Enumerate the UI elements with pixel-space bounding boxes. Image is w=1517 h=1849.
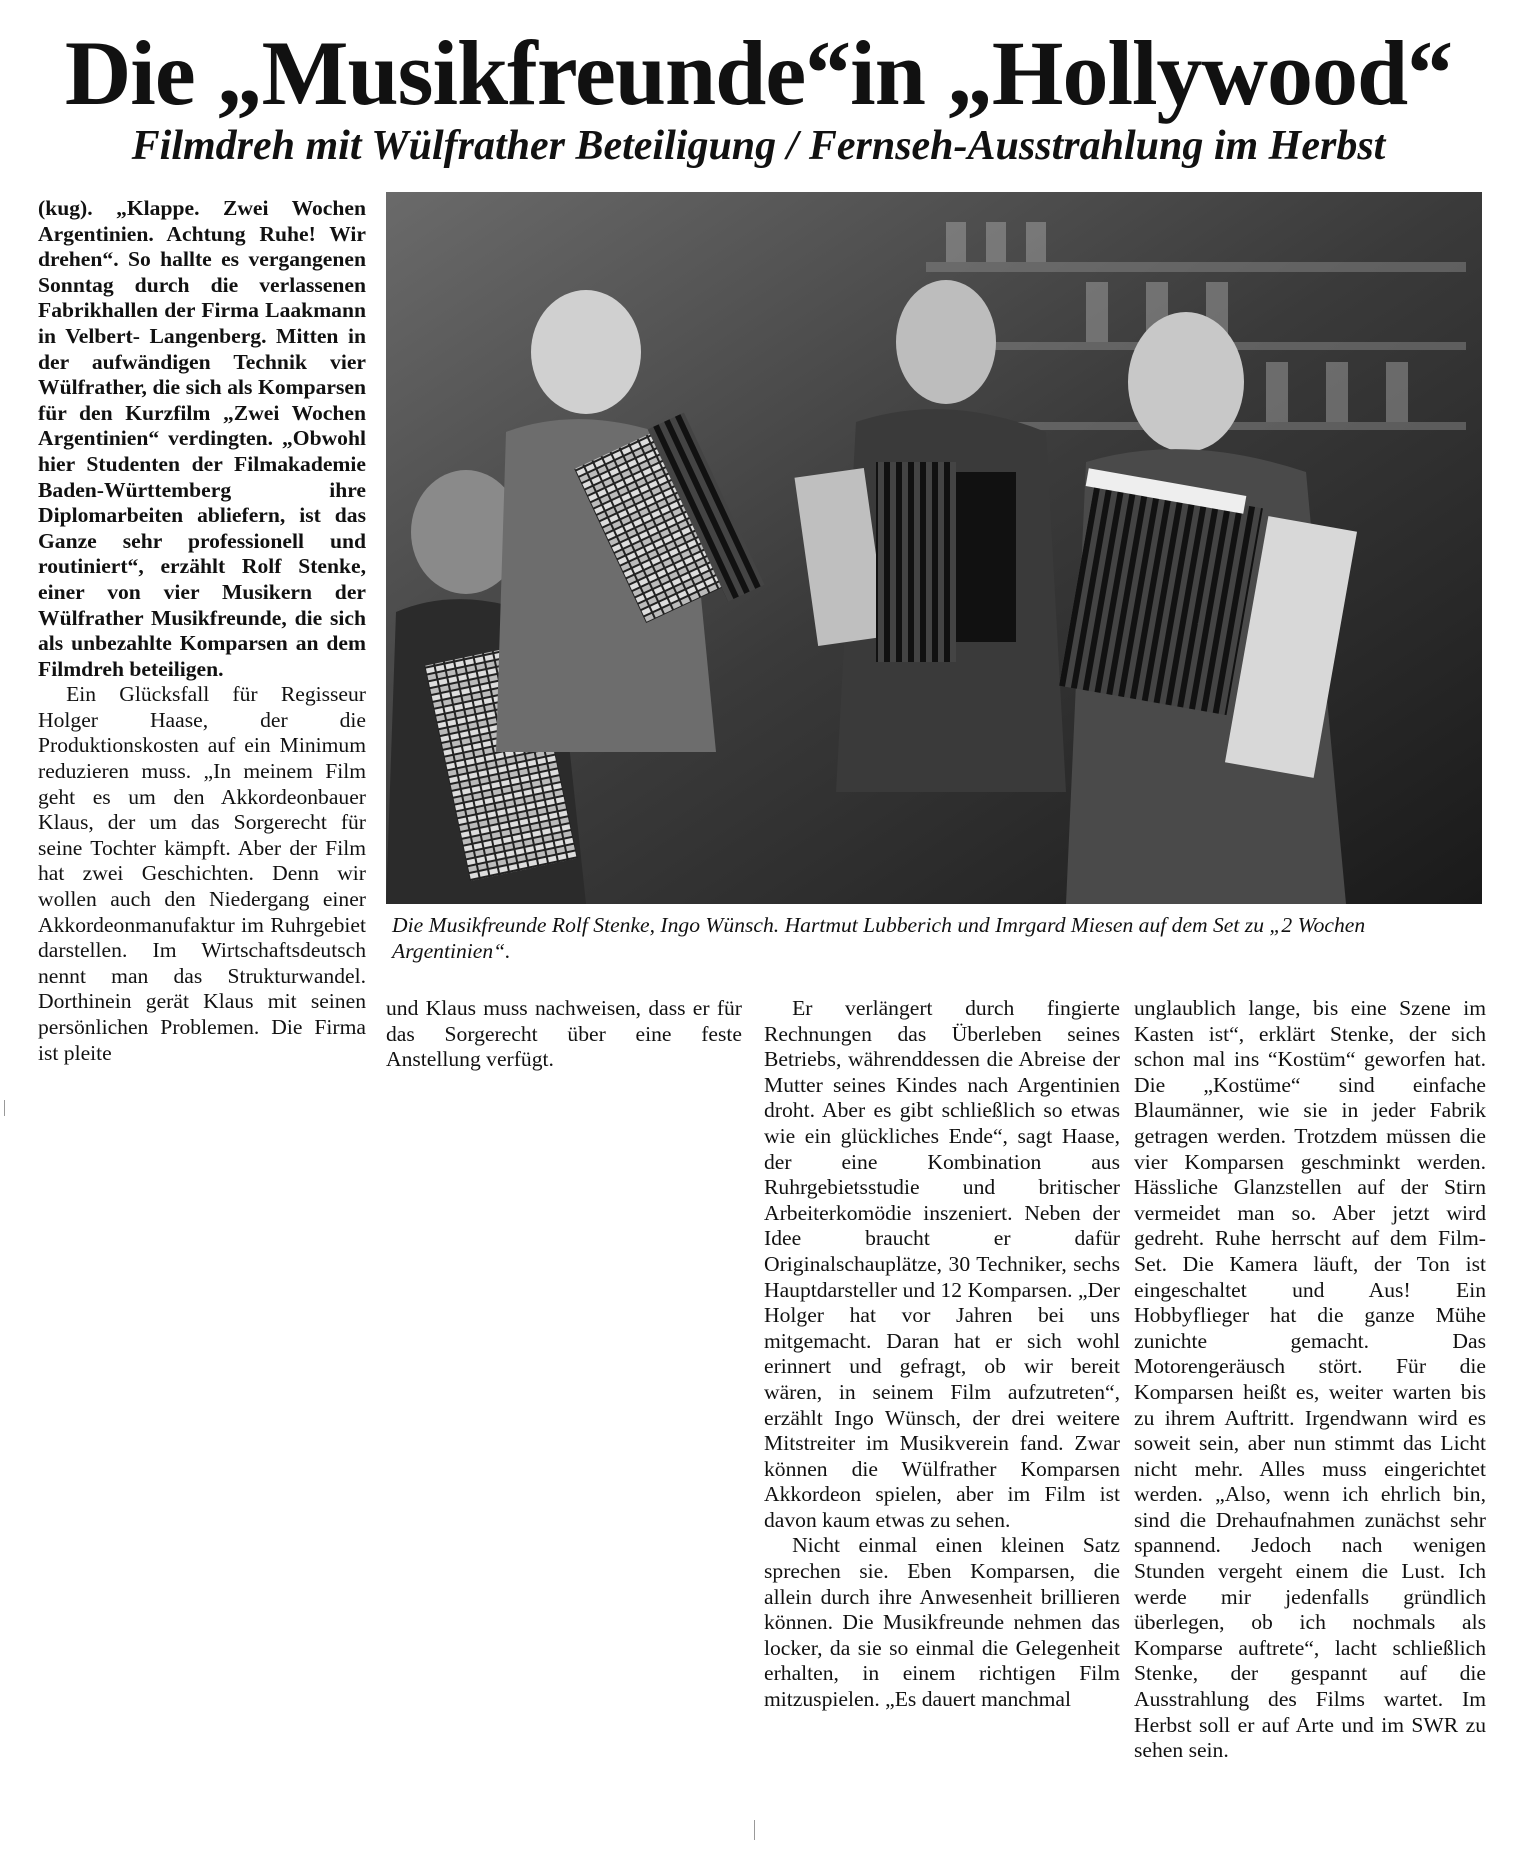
- body-paragraph: Er verlängert durch fingierte Rechnungen das Überleben seines Betriebs, währenddessen die Abreise der Mutter seines Kindes nach Argentinien droht. Aber es gibt schließlich so etwas wie ein glückliches Ende“, sagt Haase, der eine Kombination aus Ruhrgebietsstudie und britischer Arbeiterkomödie inszeniert. Neben der Idee braucht er dafür Originalschauplätze, 30 Techniker, sechs Hauptdarsteller und 12 Komparsen. „Der Holger hat vor Jahren bei uns mitgemacht. Daran hat er sich wohl erinnert und gefragt, ob wir bereit wären, in seinem Film aufzutreten“, erzählt Ingo Wünsch, der drei weitere Mitstreiter im Musikverein fand. Zwar können die Wülfrather Komparsen Akkordeon spielen, aber im Film ist davon kaum etwas zu sehen.: [764, 996, 1120, 1532]
- subheadline: Filmdreh mit Wülfrather Beteiligung / Fernseh-Ausstrahlung im Herbst: [131, 123, 1386, 169]
- article-column-1: [38, 196, 366, 1066]
- accordion-players-image: [386, 192, 1482, 904]
- column-divider: [754, 1820, 755, 1840]
- body-paragraph: unglaublich lange, bis eine Szene im Kasten ist“, erklärt Stenke, der sich schon mal ins “Kostüm“ geworfen hat. Die „Kostüme“ sind einfache Blaumänner, wie sie in jeder Fabrik getragen werden. Trotzdem müssen die vier Komparsen geschminkt werden. Hässliche Glanzstellen auf der Stirn vermeidet man so. Aber jetzt wird gedreht. Ruhe herrscht auf dem Film-Set. Die Kamera läuft, der Ton ist eingeschaltet und Aus! Ein Hobbyflieger hat die ganze Mühe zunichte gemacht. Das Motorengeräusch stört. Für die Komparsen heißt es, weiter warten bis zu ihrem Auftritt. Irgendwann wird es soweit sein, aber nun stimmt das Licht nicht mehr. Alles muss eingerichtet werden. „Also, wenn ich ehrlich bin, sind die Drehaufnahmen zunächst sehr spannend. Jedoch nach wenigen Stunden vergeht einem die Lust. Ich werde mir jedenfalls gründlich überlegen, ob ich nochmals als Komparse auftrete“, lacht schließlich Stenke, der gespannt auf die Ausstrahlung des Films wartet. Im Herbst soll er auf Arte und im SWR zu sehen sein.: [1134, 996, 1486, 1763]
- lead-paragraph: (kug). „Klappe. Zwei Wochen Argentinien. Achtung Ruhe! Wir drehen“. So hallte es vergangenen Sonntag durch die verlassenen Fabrikhallen der Firma Laakmann in Velbert- Langenberg. Mitten in der aufwändigen Technik vier Wülfrather, die sich als Komparsen für den Kurzfilm „Zwei Wochen Argentinien“ verdingten. „Obwohl hier Studenten der Filmakademie Baden-Württemberg ihre Diplomarbeiten abliefern, ist das Ganze sehr professionell und routiniert“, erzählt Rolf Stenke, einer von vier Musikern der Wülfrather Musikfreunde, die sich als unbezahlte Komparsen an dem Filmdreh beteiligen.: [38, 196, 366, 681]
- article-photo: [386, 192, 1482, 904]
- body-paragraph: und Klaus muss nachweisen, dass er für das Sorgerecht über eine feste Anstellung verfügt.: [386, 996, 742, 1072]
- column-divider: [4, 1100, 5, 1116]
- article-column-4: [1134, 996, 1486, 1764]
- body-paragraph: Nicht einmal einen kleinen Satz sprechen sie. Eben Komparsen, die allein durch ihre Anwesenheit brillieren können. Die Musikfreunde nehmen das locker, da sie so einmal die Gelegenheit erhalten, in einem richtigen Film mitzuspielen. „Es dauert manchmal: [764, 1533, 1120, 1712]
- article-column-2: [386, 996, 742, 1073]
- body-paragraph: Ein Glücksfall für Regisseur Holger Haase, der die Produktionskosten auf ein Minimum reduzieren muss. „In meinem Film geht es um den Akkordeonbauer Klaus, der um das Sorgerecht für seine Tochter kämpft. Aber der Film hat zwei Geschichten. Denn wir wollen auch den Niedergang einer Akkordeonmanufaktur im Ruhrgebiet darstellen. Im Wirtschaftsdeutsch nennt man das Strukturwandel. Dorthinein gerät Klaus mit seinen persönlichen Problemen. Die Firma ist pleite: [38, 682, 366, 1065]
- photo-caption: Die Musikfreunde Rolf Stenke, Ingo Wünsch. Hartmut Lubberich und Imrgard Miesen auf dem Set zu „2 Wochen Argentinien“.: [392, 913, 1366, 963]
- article-column-3: [764, 996, 1120, 1713]
- headline: Die „Musikfreunde“in „Hollywood“: [64, 22, 1453, 124]
